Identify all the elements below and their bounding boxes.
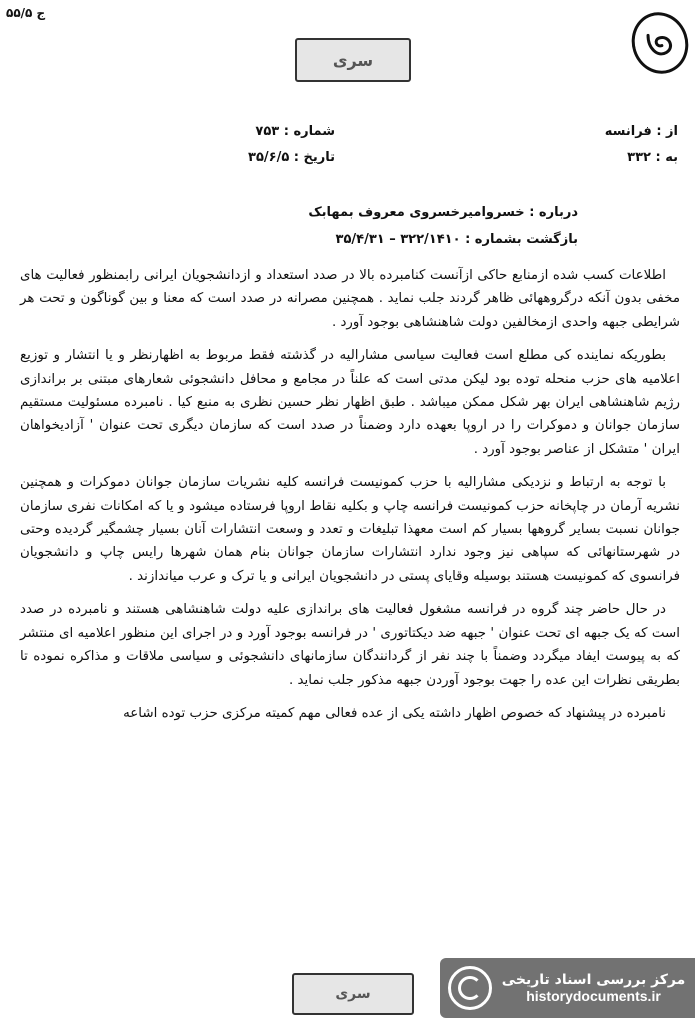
handwritten-glyph-icon: [640, 22, 679, 64]
watermark-url: historydocuments.ir: [526, 988, 661, 1004]
bottom-classification-stamp: [292, 973, 414, 1015]
watermark-banner: [440, 958, 695, 1018]
sender-line: از : فرانسه: [604, 124, 678, 139]
letter-body: [20, 264, 680, 735]
recipient-line: به : ۳۳۲: [627, 150, 678, 165]
classification-stamp-label: سری: [332, 50, 374, 70]
archive-logo-icon: [448, 966, 492, 1010]
body-paragraph: بطوریکه نماینده کی مطلع است فعالیت سیاسی مشارالیه در گذشته فقط مربوط به اظهارنظر و یا انتشار و توزیع اعلامیه های حزب منحله توده بود لیکن مدتی است که علناً در مجامع و محافل دانشجوئی شعارهای مبتنی بر براندازی رژیم شاهنشاهی ایران بهر شکل ممکن میباشد . طبق اظهار نظر حسین نظری به منبع کیا . نامبرده مسئولیت مستقیم سازمان جوانان و دموکرات را در اروپا بعهده دارد وضمناً در صدد است که سازمان دیگری تحت عنوان ' آزادیخواهان ایران ' متشکل از عناصر بوجود آورد .: [20, 348, 680, 457]
handwritten-mark-icon: [624, 5, 696, 81]
body-paragraph: اطلاعات کسب شده ازمنابع حاکی ازآنست کنامبرده بالا در صدد استعداد و ازدانشجویان ایرانی رابمنظور فعالیت های مخفی بدون آنکه درگروههائی ظاهر گردند جلب نماید . همچنین مصرانه در صدد است که معنا و بین گوناگون و تحت هر شرایطی جبهه واحدی ازمخالفین دولت شاهنشاهی بوجود آورد .: [20, 268, 680, 330]
body-paragraph: نامبرده در پیشنهاد که خصوص اظهار داشته یکی از عده فعالی مهم کمیته مرکزی حزب توده اشاعه: [123, 705, 666, 721]
reference-line: بازگشت بشماره : ۳۲۲/۱۴۱۰ – ۳۵/۴/۳۱: [335, 232, 578, 247]
bottom-stamp-label: سری: [335, 986, 371, 1002]
watermark-text: [492, 972, 695, 1004]
classification-stamp: [295, 38, 411, 82]
subject-line: درباره : خسروامیرخسروی معروف بمهابک: [308, 205, 578, 220]
body-paragraph: در حال حاضر چند گروه در فرانسه مشغول فعالیت های براندازی علیه دولت شاهنشاهی هستند و نامبرده در صدد است که یک جبهه ای تحت عنوان ' جبهه ضد دیکتاتوری ' در فرانسه بوجود آورد و در اجرای این منظور اعلامیه ای منتشر که به پیوست ایفاد میگردد وضمناً با چند نفر از گردانندگان سازمانهای دانشجوئی و سیاسی ملاقات و مذاکره نموده تا بطریقی نظرات این عده را جهت بوجود آوردن جبهه مذکور جلب نماید .: [20, 602, 680, 688]
body-paragraph: با توجه به ارتباط و نزدیکی مشارالیه با حزب کمونیست فرانسه کلیه نشریات سازمان جوانان دموکرات و همچنین نشریه آرمان در چاپخانه حزب کمونیست فرانسه چاپ و بکلیه نقاط اروپا فرستاده میشود و یا که امکانات نفری سازمان جوانان نسبت بسایر گروهها بسیار کم است معهذا تبلیغات و تعدد و وسعت انتشارات آنان بسیار چشمگیر گردیده وحتی در شهرستانهائی که سپاهی نیز وجود ندارد انتشارات سازمان جوانان بنام همان شهرها رایس چاپ و دانشجویان فرانسوی که کمونیست هستند بوسیله وقایای پستی در دانشجویان ایرانی و یا ترک و عرب میاندازند .: [20, 475, 680, 584]
watermark-title: مرکز بررسی اسناد تاریخی: [501, 972, 686, 988]
document-number: شماره : ۷۵۳: [255, 124, 335, 139]
archive-code: ۵۵/ج ۵: [6, 6, 46, 20]
document-date: تاریخ : ۳۵/۶/۵: [248, 150, 335, 165]
